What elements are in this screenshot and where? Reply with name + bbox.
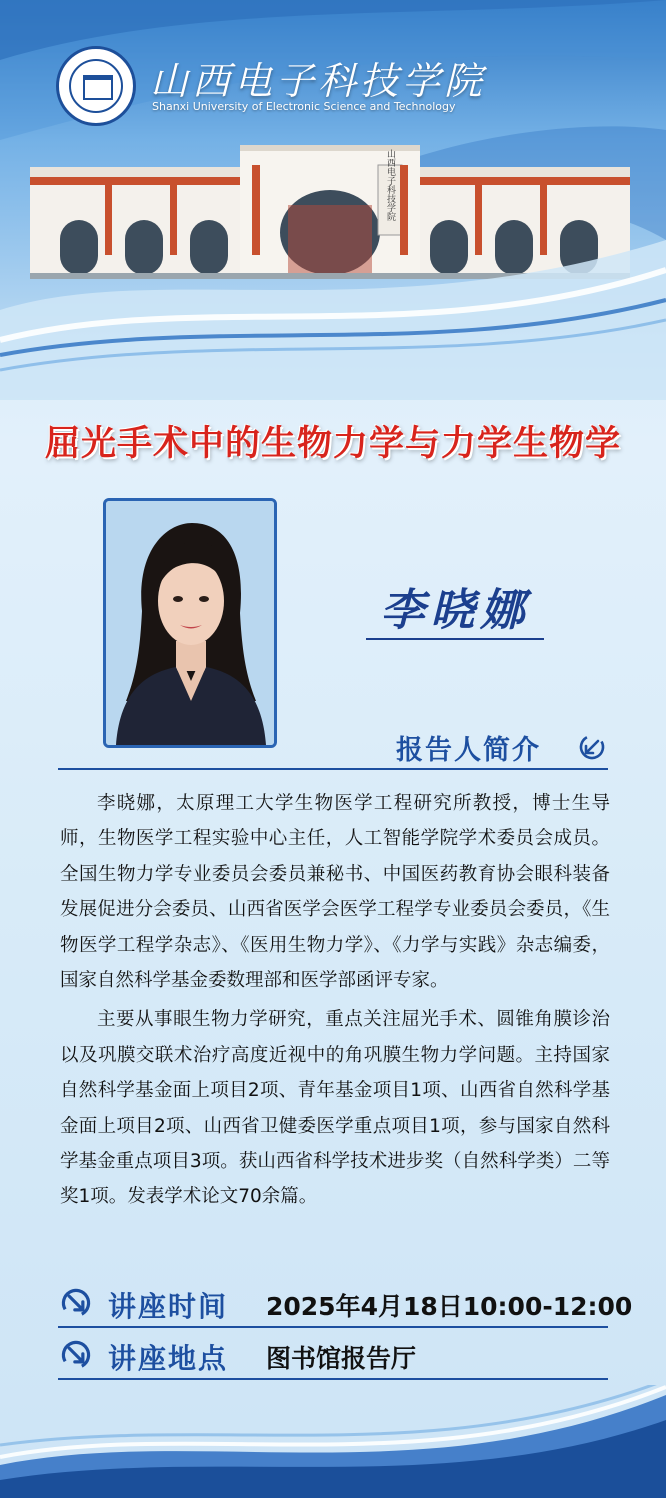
- header-banner: [0, 0, 666, 400]
- lecture-time-label: 讲座时间: [108, 1290, 229, 1323]
- name-underline: [366, 638, 544, 640]
- arrow-circle-icon: [60, 1339, 92, 1371]
- lecture-place-value: 图书馆报告厅: [266, 1344, 417, 1373]
- arrow-circle-icon: [578, 733, 606, 761]
- school-logo: [56, 46, 136, 126]
- wave-swoosh: [0, 220, 666, 400]
- intro-heading: 报告人简介: [396, 735, 541, 766]
- gate-plaque: 山西电子科技学院: [385, 149, 395, 221]
- speaker-name: 李晓娜: [380, 585, 531, 636]
- bio-paragraph-2: 主要从事眼生物力学研究，重点关注屈光手术、圆锥角膜诊治以及巩膜交联术治疗高度近视中的角巩膜生物力学问题。主持国家自然科学基金面上项目2项、青年基金项目1项、山西省自然科学基金面上项目2项、山西省卫健委医学重点项目1项，参与国家自然科学基金重点项目3项。获山西省科学技术进步奖（自然科学类）二等奖1项。发表学术论文70余篇。: [60, 1009, 610, 1208]
- place-divider: [58, 1378, 608, 1380]
- bottom-wave: [0, 1385, 666, 1498]
- bio-paragraph-1: 李晓娜，太原理工大学生物医学工程研究所教授，博士生导师，生物医学工程实验中心主任，人工智能学院学术委员会成员。全国生物力学专业委员会委员兼秘书、中国医药教育协会眼科装备发展促进分会委员、山西省医学会医学工程学专业委员会委员，《生物医学工程学杂志》、《医用生物力学》、《力学与实践》杂志编委，国家自然科学基金委数理部和医学部函评专家。: [60, 793, 610, 992]
- intro-divider: [58, 768, 608, 770]
- time-divider: [58, 1326, 608, 1328]
- lecture-title: 屈光手术中的生物力学与力学生物学: [44, 424, 621, 464]
- school-name-en: Shanxi University of Electronic Science and Technology: [152, 100, 456, 113]
- lecture-time-row: [58, 1283, 633, 1323]
- school-name-cn: 山西电子科技学院: [150, 59, 487, 103]
- speaker-photo: [103, 498, 277, 748]
- lecture-time-value: 2025年4月18日10:00-12:00: [266, 1292, 633, 1321]
- arrow-circle-icon: [60, 1287, 92, 1319]
- speaker-bio: [60, 786, 610, 1219]
- lecture-place-label: 讲座地点: [108, 1342, 229, 1375]
- lecture-place-row: [58, 1335, 618, 1375]
